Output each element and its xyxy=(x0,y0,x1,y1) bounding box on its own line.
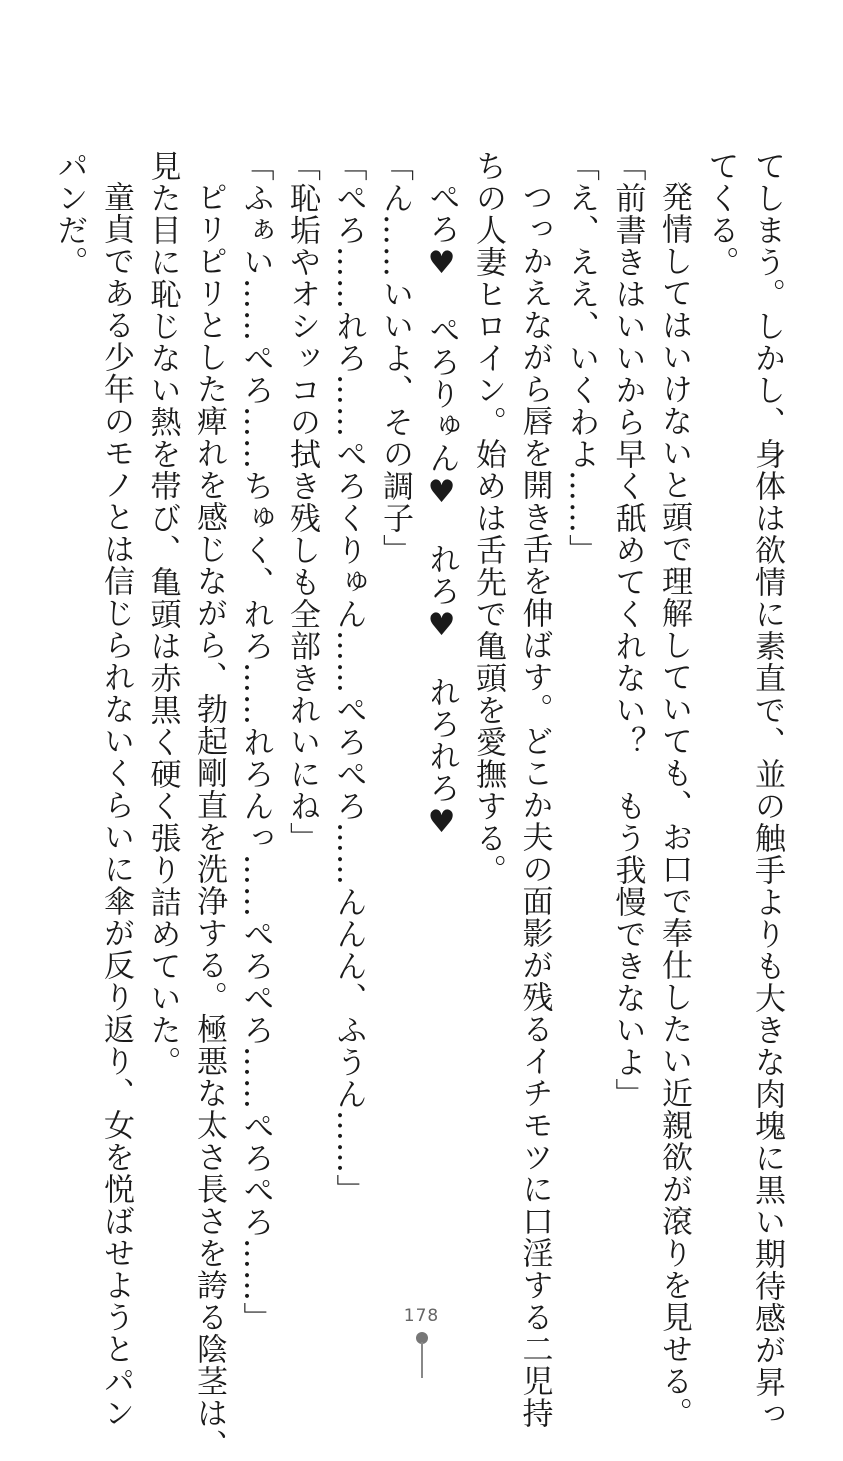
text-line: パンだ。 xyxy=(51,150,88,278)
text-line: 見た目に恥じない熱を帯び、亀頭は赤黒く硬く張り詰めていた。 xyxy=(144,150,181,1078)
text-line: ちの人妻ヒロイン。始めは舌先で亀頭を愛撫する。 xyxy=(470,150,506,886)
text-line: ぺろ♥ ぺろりゅん♥ れろ♥ れろれろ♥ xyxy=(423,181,460,841)
dialogue-line: 「ふぁい……ぺろ……ちゅく、れろ……れろんっ……ぺろぺろ……ぺろぺろ……」 xyxy=(237,150,274,1334)
text-line: てくる。 xyxy=(702,150,739,278)
text-line: てしまう。しかし、身体は欲情に素直で、並の触手よりも大きな肉塊に黒い期待感が昇っ xyxy=(749,150,785,1430)
dialogue-line: 「え、ええ、いくわよ……」 xyxy=(563,150,599,566)
page-number: 178 xyxy=(403,1306,440,1326)
page-ornament xyxy=(415,1332,429,1378)
dialogue-line: 「前書きはいいから早く舐めてくれない？ もう我慢できないよ」 xyxy=(609,150,646,1110)
dialogue-line: 「恥垢やオシッコの拭き残しも全部きれいにね」 xyxy=(284,150,320,854)
dialogue-line: 「ん……いいよ、その調子」 xyxy=(377,150,413,566)
text-line: 童貞である少年のモノとは信じられないくらいに傘が反り返り、女を悦ばせようとパン xyxy=(98,181,134,1429)
text-line: 発情してはいけないと頭で理解していても、お口で奉仕したい近親欲が滾りを見せる。 xyxy=(656,181,692,1429)
ornament-line xyxy=(421,1342,423,1378)
text-line: ピリピリとした痺れを感じながら、勃起剛直を洗浄する。極悪な太さ長さを誇る陰茎は、 xyxy=(191,181,227,1461)
text-line: つっかえながら唇を開き舌を伸ばす。どこか夫の面影が残るイチモツに口淫する二児持 xyxy=(516,181,553,1429)
dialogue-line: 「ぺろ……れろ……ぺろくりゅん……ぺろぺろ……んんん、ふうん……」 xyxy=(330,150,367,1206)
